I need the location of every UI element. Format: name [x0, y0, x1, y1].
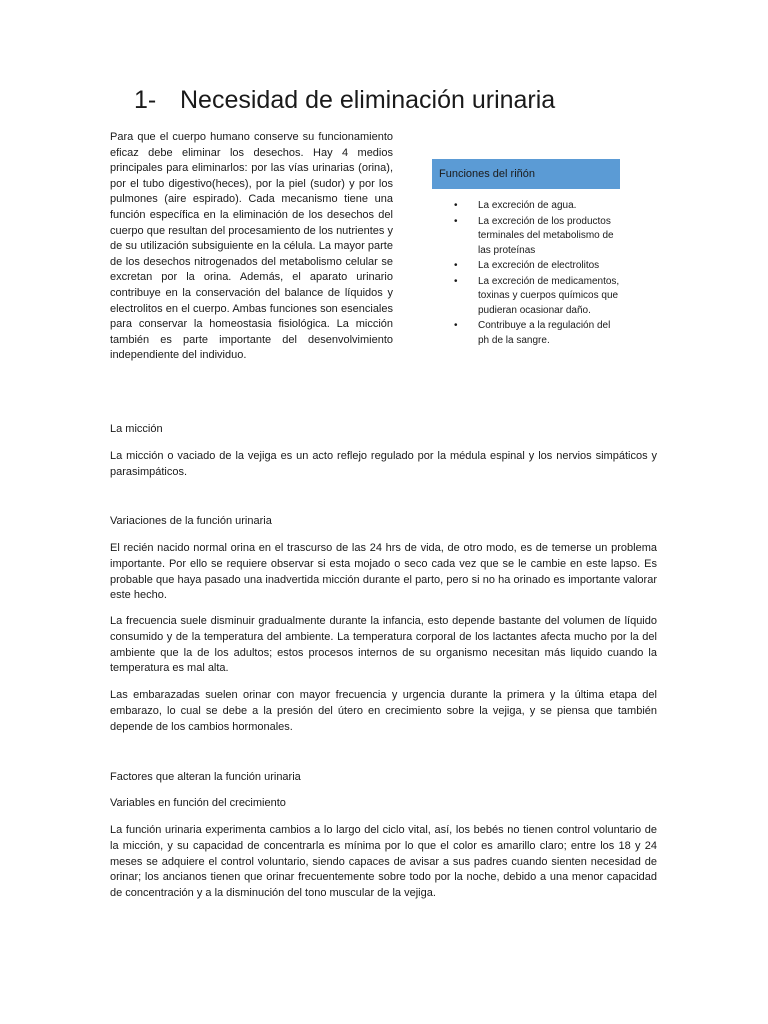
- intro-paragraph: Para que el cuerpo humano conserve su funcionamiento eficaz debe eliminar los desechos. Hay 4 medios principales para eliminarlos: por las vías urinarias (orina), por el tubo digestivo(heces), por la piel (sudor) y por los pulmones (aire espirado). Cada mecanismo tiene una función específica en la eliminación de los desechos del cuerpo que resultan del procesamiento de los nutrientes y de su utilización subsiguiente en la célula. La mayor parte de los desechos nitrogenados del metabolismo celular se excretan por la orina. Además, el aparato urinario contribuye en la conservación del balance de líquidos y electrolitos en el cuerpo. Ambas funciones son esenciales para conservar la homeostasia fisiológica. La micción también es parte importante del desenvolvimiento independiente del individuo.: [110, 131, 393, 362]
- paragraph-factores: La función urinaria experimenta cambios a lo largo del ciclo vital, así, los bebés no tienen control voluntario de la micción, y su capacidad de concentrarla es mínima por lo que el color es amarillo claro; entre los 18 y 24 meses se adquiere el control voluntario, siendo capaces de avisar a sus padres cuando sienten necesidad de orinar; los ancianos tienen que orinar frecuentemente sobre todo por la noche, debido a una menor capacidad de concentración y a la disminución del tono muscular de la vejiga.: [110, 824, 657, 900]
- bullet-icon: •: [454, 320, 458, 331]
- bullet-icon: •: [454, 275, 458, 287]
- paragraph-variaciones-3: Las embarazadas suelen orinar con mayor frecuencia y urgencia durante la primera y la última etapa del embarazo, lo cual se debe a la presión del útero en crecimiento sobre la vejiga, y se piensa que también depende de los cambios hormonales.: [110, 689, 657, 733]
- kidney-functions-list: [432, 199, 620, 348]
- section-number: 1-: [134, 86, 157, 114]
- kidney-functions-header: Funciones del riñón: [432, 159, 620, 189]
- heading-miccion: La micción: [110, 423, 163, 435]
- heading-variaciones: Variaciones de la función urinaria: [110, 515, 272, 527]
- paragraph-variaciones-2: La frecuencia suele disminuir gradualmente durante la infancia, esto depende bastante del volumen de líquido consumido y de la temperatura del ambiente. La temperatura corporal de los lactantes afecta mucho por la del ambiente que la de los adultos; estos procesos internos de su organismo necesitan más liquido cuando la temperatura es mal alta.: [110, 615, 657, 675]
- paragraph-variaciones-1: El recién nacido normal orina en el trascurso de las 24 hrs de vida, de otro modo, es de temerse un problema importante. Por ello se requiere observar si esta mojado o seco cada vez que se le cambie en este lapso. Es probable que haya pasado una inadvertida micción durante el parto, pero si no ha orinado es importante valorar este hecho.: [110, 542, 657, 602]
- list-item-text: La excreción de electrolitos: [478, 260, 600, 271]
- heading-factores: Factores que alteran la función urinaria: [110, 771, 301, 783]
- list-item: [432, 199, 620, 214]
- list-item: [432, 275, 620, 319]
- kidney-functions-box: [432, 159, 620, 349]
- list-item-text: Contribuye a la regulación del ph de la sangre.: [478, 320, 611, 346]
- list-item-text: La excreción de medicamentos, toxinas y cuerpos químicos que pudieran ocasionar daño.: [478, 275, 620, 316]
- list-item: [432, 259, 620, 274]
- page-title: [134, 86, 555, 115]
- bullet-icon: •: [454, 260, 458, 271]
- bullet-icon: •: [454, 200, 458, 211]
- list-item: [432, 319, 620, 348]
- section-title-text: Necesidad de eliminación urinaria: [180, 86, 556, 114]
- subheading-crecimiento: Variables en función del crecimiento: [110, 797, 286, 809]
- paragraph-miccion: La micción o vaciado de la vejiga es un acto reflejo regulado por la médula espinal y los nervios simpáticos y parasimpáticos.: [110, 450, 657, 478]
- bullet-icon: •: [454, 215, 458, 227]
- list-item-text: La excreción de los productos terminales del metabolismo de las proteínas: [478, 215, 614, 256]
- list-item: [432, 215, 620, 259]
- list-item-text: La excreción de agua.: [478, 200, 577, 211]
